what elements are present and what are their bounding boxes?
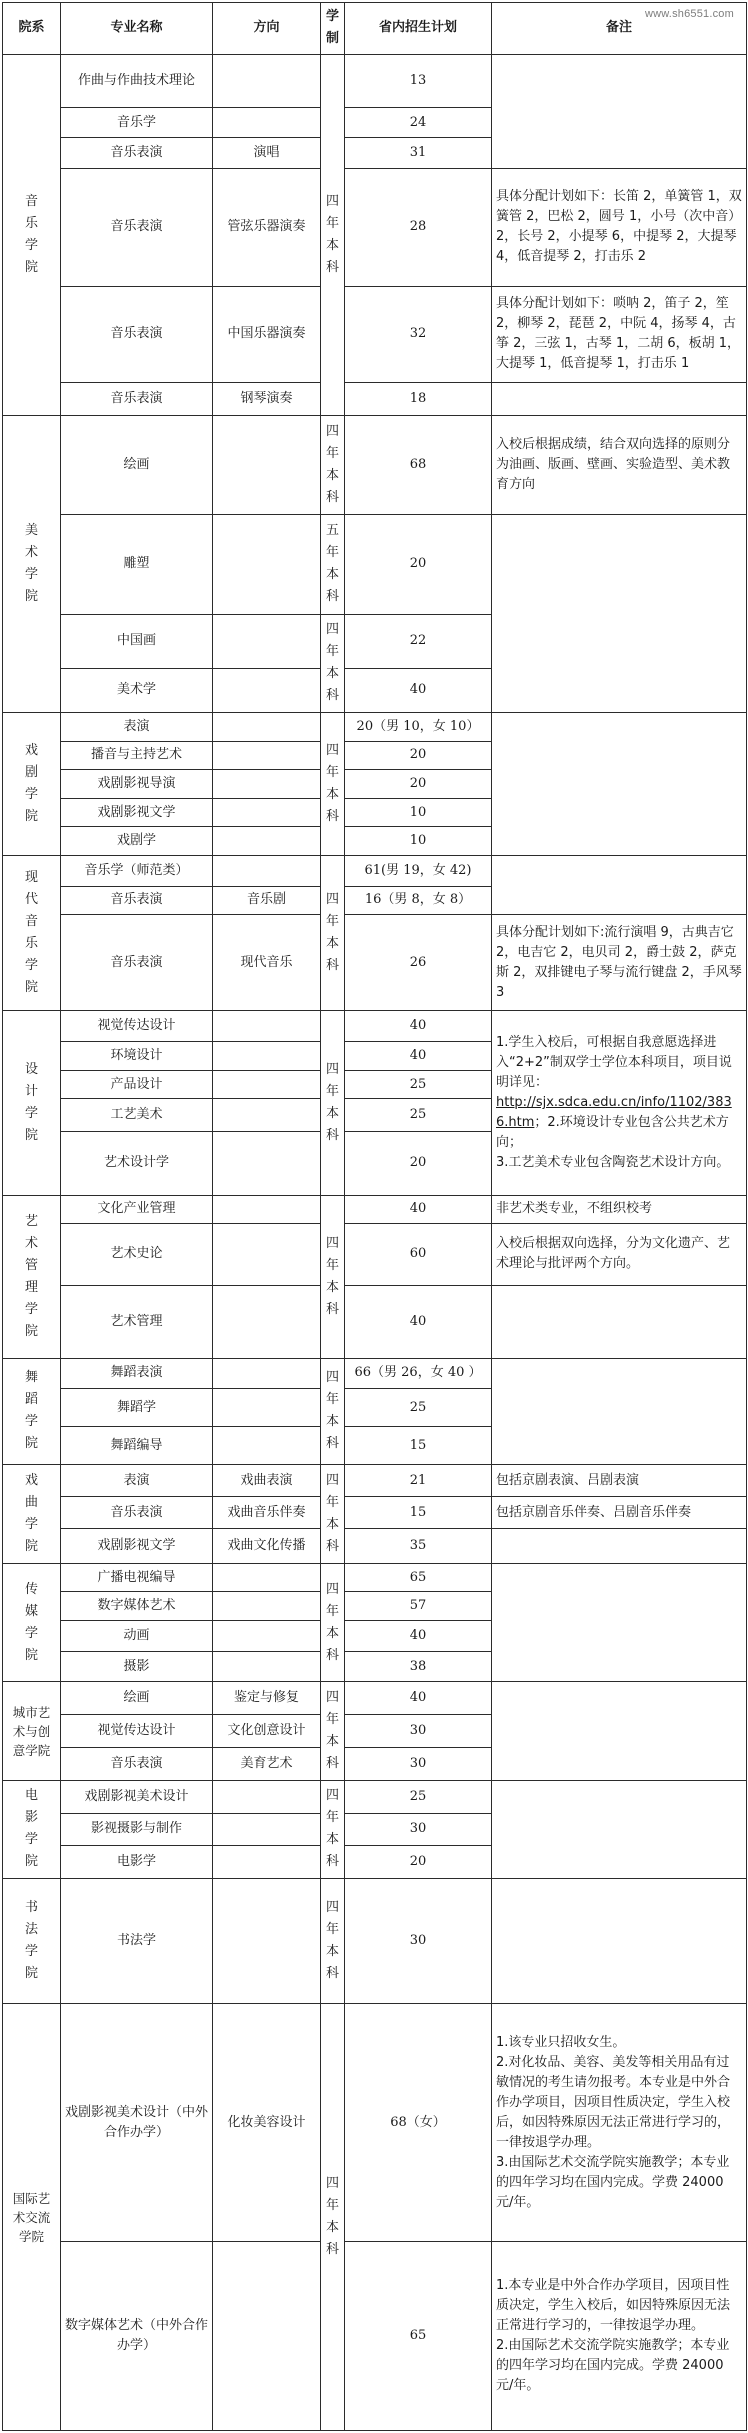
plan-cell: 65: [345, 1563, 492, 1592]
plan-cell: 15: [345, 1427, 492, 1465]
duration-cell: 四年本科: [321, 1465, 345, 1563]
major-cell: 音乐表演: [61, 382, 213, 415]
direction-cell: [213, 668, 321, 712]
plan-cell: 68（女）: [345, 2004, 492, 2242]
direction-cell: [213, 770, 321, 799]
major-cell: 摄影: [61, 1651, 213, 1682]
direction-cell: [213, 1389, 321, 1427]
direction-cell: [213, 713, 321, 742]
major-cell: 音乐学: [61, 107, 213, 138]
college-cell: 设计学院: [3, 1011, 61, 1195]
table-row: [3, 1224, 747, 1285]
college-cell: 戏曲学院: [3, 1465, 61, 1563]
direction-cell: 管弦乐器演奏: [213, 169, 321, 286]
duration-cell: 四年本科: [321, 1780, 345, 1878]
remarks-cell: [492, 54, 747, 168]
design-note-line2: ；2.环境设计专业包含公共艺术方向；: [496, 1115, 729, 1151]
major-cell: 作曲与作曲技术理论: [61, 54, 213, 107]
intl-note-1-p1: 1.该专业只招收女生。: [496, 2034, 626, 2050]
plan-cell: 20（男 10，女 10）: [345, 713, 492, 742]
major-cell: 数字媒体艺术（中外合作办学）: [61, 2242, 213, 2431]
remarks-cell: [492, 2242, 747, 2431]
table-row: [3, 1358, 747, 1389]
direction-cell: 演唱: [213, 138, 321, 169]
direction-cell: [213, 107, 321, 138]
direction-cell: 鉴定与修复: [213, 1682, 321, 1715]
college-cell: 戏剧学院: [3, 713, 61, 856]
plan-cell: 65: [345, 2242, 492, 2431]
plan-cell: 18: [345, 382, 492, 415]
design-note-line3: 3.工艺美术专业包含陶瓷艺术设计方向。: [496, 1155, 730, 1171]
major-cell: 戏剧学: [61, 827, 213, 856]
major-cell: 艺术设计学: [61, 1132, 213, 1196]
remarks-cell: 非艺术类专业，不组织校考: [492, 1195, 747, 1224]
table-row: [3, 1465, 747, 1497]
major-cell: 环境设计: [61, 1042, 213, 1071]
college-cell: 城市艺术与创意学院: [3, 1682, 61, 1780]
direction-cell: [213, 1651, 321, 1682]
table-row: [3, 169, 747, 286]
plan-cell: 10: [345, 827, 492, 856]
major-cell: 戏剧影视导演: [61, 770, 213, 799]
direction-cell: 美育艺术: [213, 1747, 321, 1780]
plan-cell: 38: [345, 1651, 492, 1682]
plan-cell: 40: [345, 668, 492, 712]
major-cell: 舞蹈编导: [61, 1427, 213, 1465]
college-cell: 艺术管理学院: [3, 1195, 61, 1358]
major-cell: 戏剧影视美术设计: [61, 1780, 213, 1813]
duration-cell: 四年本科: [321, 54, 345, 415]
duration-cell: 四年本科: [321, 1682, 345, 1780]
table-row: [3, 1780, 747, 1813]
direction-cell: 中国乐器演奏: [213, 286, 321, 382]
major-cell: 音乐表演: [61, 138, 213, 169]
intl-note-2-p1: 1.本专业是中外合作办学项目，因项目性质决定，学生入校后，如因特殊原因无法正常进行学习的，一律按退学办理。: [496, 2278, 731, 2334]
remarks-cell: [492, 855, 747, 914]
major-cell: 文化产业管理: [61, 1195, 213, 1224]
table-row: [3, 515, 747, 614]
direction-cell: 戏曲音乐伴奏: [213, 1497, 321, 1529]
direction-cell: [213, 1563, 321, 1592]
major-cell: 绘画: [61, 1682, 213, 1715]
plan-cell: 28: [345, 169, 492, 286]
plan-cell: 25: [345, 1780, 492, 1813]
direction-cell: [213, 1846, 321, 1879]
duration-cell: 四年本科: [321, 2004, 345, 2431]
intl-note-2-p2: 2.由国际艺术交流学院实施教学；本专业的四年学习均在国内完成。学费 24000 元/年。: [496, 2338, 730, 2394]
intl-note-1-p3: 3.由国际艺术交流学院实施教学；本专业的四年学习均在国内完成。学费 24000 元/年。: [496, 2154, 730, 2210]
header-plan: 省内招生计划: [345, 3, 492, 55]
plan-cell: 20: [345, 1846, 492, 1879]
remarks-cell: 具体分配计划如下：长笛 2，单簧管 1，双簧管 2，巴松 2，圆号 1，小号（次中音）2，长号 2，小提琴 6，中提琴 2，大提琴 4，低音提琴 2，打击乐 2: [492, 169, 747, 286]
major-cell: 音乐学（师范类）: [61, 855, 213, 886]
remarks-cell: [492, 713, 747, 856]
intl-note-1-p2: 2.对化妆品、美容、美发等相关用品有过敏情况的考生请勿报考。本专业是中外合作办学项目，因项目性质决定，学生入校后，如因特殊原因无法正常进行学习的，一律按退学办理。: [496, 2054, 731, 2150]
direction-cell: [213, 614, 321, 668]
direction-cell: [213, 827, 321, 856]
table-row: [3, 2004, 747, 2242]
table-row: [3, 415, 747, 514]
plan-cell: 22: [345, 614, 492, 668]
college-cell: 现代音乐学院: [3, 855, 61, 1011]
plan-cell: 20: [345, 770, 492, 799]
direction-cell: [213, 1813, 321, 1846]
major-cell: 视觉传达设计: [61, 1011, 213, 1042]
table-row: [3, 1497, 747, 1529]
header-duration: 学制: [321, 3, 345, 55]
duration-cell: 四年本科: [321, 1195, 345, 1358]
college-cell: 音乐学院: [3, 54, 61, 415]
plan-cell: 40: [345, 1195, 492, 1224]
remarks-cell: [492, 2004, 747, 2242]
direction-cell: [213, 855, 321, 886]
remarks-cell: 具体分配计划如下：唢呐 2，笛子 2，笙 2，柳琴 2，琵琶 2，中阮 4，扬琴 4，古筝 2，三弦 1，古琴 1，二胡 6，板胡 1，大提琴 1，低音提琴 1，打击乐 1: [492, 286, 747, 382]
direction-cell: [213, 1224, 321, 1285]
plan-cell: 40: [345, 1682, 492, 1715]
plan-cell: 31: [345, 138, 492, 169]
direction-cell: 文化创意设计: [213, 1715, 321, 1748]
table-header-row: [3, 3, 747, 55]
major-cell: 艺术史论: [61, 1224, 213, 1285]
remarks-cell: [492, 382, 747, 415]
table-row: [3, 286, 747, 382]
major-cell: 表演: [61, 1465, 213, 1497]
major-cell: 音乐表演: [61, 1497, 213, 1529]
remarks-cell: [492, 1780, 747, 1878]
direction-cell: [213, 1620, 321, 1651]
plan-cell: 40: [345, 1620, 492, 1651]
major-cell: 音乐表演: [61, 286, 213, 382]
plan-cell: 25: [345, 1099, 492, 1132]
duration-cell: 四年本科: [321, 1563, 345, 1682]
remarks-cell: [492, 515, 747, 713]
plan-cell: 30: [345, 1747, 492, 1780]
plan-cell: 13: [345, 54, 492, 107]
duration-cell: 四年本科: [321, 1879, 345, 2004]
direction-cell: [213, 1070, 321, 1099]
direction-cell: 钢琴演奏: [213, 382, 321, 415]
direction-cell: [213, 415, 321, 514]
plan-cell: 60: [345, 1224, 492, 1285]
major-cell: 音乐表演: [61, 169, 213, 286]
header-remarks: 备注: [492, 3, 747, 55]
direction-cell: [213, 741, 321, 770]
major-cell: 表演: [61, 713, 213, 742]
header-college: 院系: [3, 3, 61, 55]
direction-cell: [213, 1780, 321, 1813]
remarks-cell: 入校后根据双向选择，分为文化遗产、艺术理论与批评两个方向。: [492, 1224, 747, 1285]
major-cell: 中国画: [61, 614, 213, 668]
direction-cell: [213, 1427, 321, 1465]
direction-cell: [213, 54, 321, 107]
direction-cell: [213, 1195, 321, 1224]
major-cell: 广播电视编导: [61, 1563, 213, 1592]
direction-cell: 戏曲表演: [213, 1465, 321, 1497]
plan-cell: 66（男 26，女 40 ）: [345, 1358, 492, 1389]
plan-cell: 40: [345, 1285, 492, 1358]
major-cell: 舞蹈表演: [61, 1358, 213, 1389]
direction-cell: 音乐剧: [213, 886, 321, 915]
direction-cell: [213, 1358, 321, 1389]
direction-cell: [213, 515, 321, 614]
table-row: [3, 2242, 747, 2431]
duration-cell: 四年本科: [321, 614, 345, 712]
plan-cell: 68: [345, 415, 492, 514]
direction-cell: 戏曲文化传播: [213, 1529, 321, 1563]
plan-cell: 30: [345, 1715, 492, 1748]
table-row: [3, 1529, 747, 1563]
watermark: www.sh6551.com: [644, 8, 734, 20]
direction-cell: [213, 2242, 321, 2431]
plan-cell: 20: [345, 515, 492, 614]
major-cell: 动画: [61, 1620, 213, 1651]
major-cell: 播音与主持艺术: [61, 741, 213, 770]
major-cell: 雕塑: [61, 515, 213, 614]
major-cell: 戏剧影视文学: [61, 1529, 213, 1563]
college-cell: 书法学院: [3, 1879, 61, 2004]
major-cell: 工艺美术: [61, 1099, 213, 1132]
plan-cell: 21: [345, 1465, 492, 1497]
direction-cell: [213, 1099, 321, 1132]
table-row: [3, 1879, 747, 2004]
duration-cell: 四年本科: [321, 415, 345, 514]
major-cell: 音乐表演: [61, 915, 213, 1011]
plan-cell: 15: [345, 1497, 492, 1529]
plan-cell: 30: [345, 1879, 492, 2004]
table-row: [3, 1285, 747, 1358]
remarks-cell: [492, 1285, 747, 1358]
major-cell: 视觉传达设计: [61, 1715, 213, 1748]
major-cell: 舞蹈学: [61, 1389, 213, 1427]
table-row: [3, 1682, 747, 1715]
remarks-cell: [492, 1682, 747, 1780]
plan-cell: 40: [345, 1011, 492, 1042]
major-cell: 数字媒体艺术: [61, 1592, 213, 1621]
direction-cell: [213, 1042, 321, 1071]
major-cell: 美术学: [61, 668, 213, 712]
plan-cell: 25: [345, 1389, 492, 1427]
major-cell: 戏剧影视文学: [61, 798, 213, 827]
major-cell: 影视摄影与制作: [61, 1813, 213, 1846]
duration-cell: 五年本科: [321, 515, 345, 614]
plan-cell: 10: [345, 798, 492, 827]
remarks-cell: [492, 1879, 747, 2004]
plan-cell: 30: [345, 1813, 492, 1846]
duration-cell: 四年本科: [321, 855, 345, 1011]
table-row: [3, 855, 747, 886]
plan-cell: 20: [345, 1132, 492, 1196]
major-cell: 产品设计: [61, 1070, 213, 1099]
remarks-cell: 具体分配计划如下:流行演唱 9，古典吉它 2，电吉它 2，电贝司 2，爵士鼓 2，萨克斯 2，双排键电子琴与流行键盘 2，手风琴 3: [492, 915, 747, 1011]
direction-cell: 化妆美容设计: [213, 2004, 321, 2242]
header-major: 专业名称: [61, 3, 213, 55]
plan-cell: 40: [345, 1042, 492, 1071]
plan-cell: 26: [345, 915, 492, 1011]
major-cell: 书法学: [61, 1879, 213, 2004]
major-cell: 戏剧影视美术设计（中外合作办学）: [61, 2004, 213, 2242]
table-row: [3, 915, 747, 1011]
major-cell: 音乐表演: [61, 1747, 213, 1780]
header-direction: 方向: [213, 3, 321, 55]
plan-cell: 20: [345, 741, 492, 770]
college-cell: 电影学院: [3, 1780, 61, 1878]
plan-cell: 57: [345, 1592, 492, 1621]
remarks-cell: 入校后根据成绩，结合双向选择的原则分为油画、版画、壁画、实验造型、美术教育方向: [492, 415, 747, 514]
design-note-line1: 1.学生入校后，可根据自我意愿选择进入“2+2”制双学士学位本科项目，项目说明详见：: [496, 1035, 732, 1091]
direction-cell: [213, 798, 321, 827]
direction-cell: [213, 1879, 321, 2004]
plan-cell: 16（男 8，女 8）: [345, 886, 492, 915]
table-row: [3, 382, 747, 415]
remarks-cell: [492, 1011, 747, 1195]
table-row: [3, 1563, 747, 1592]
direction-cell: [213, 1011, 321, 1042]
college-cell: 传媒学院: [3, 1563, 61, 1682]
plan-cell: 24: [345, 107, 492, 138]
table-row: [3, 1011, 747, 1042]
remarks-cell: [492, 1563, 747, 1682]
direction-cell: [213, 1285, 321, 1358]
college-cell: 国际艺术交流学院: [3, 2004, 61, 2431]
table-row: [3, 713, 747, 742]
major-cell: 艺术管理: [61, 1285, 213, 1358]
plan-cell: 35: [345, 1529, 492, 1563]
table-row: [3, 54, 747, 107]
college-cell: 美术学院: [3, 415, 61, 712]
duration-cell: 四年本科: [321, 713, 345, 856]
plan-cell: 25: [345, 1070, 492, 1099]
plan-cell: 61(男 19，女 42): [345, 855, 492, 886]
remarks-cell: 包括京剧表演、吕剧表演: [492, 1465, 747, 1497]
remarks-cell: [492, 1529, 747, 1563]
college-cell: 舞蹈学院: [3, 1358, 61, 1465]
direction-cell: [213, 1132, 321, 1196]
direction-cell: [213, 1592, 321, 1621]
major-cell: 电影学: [61, 1846, 213, 1879]
table-row: [3, 1195, 747, 1224]
major-cell: 绘画: [61, 415, 213, 514]
design-note-url[interactable]: http://sjx.sdca.edu.cn/info/1102/3836.htm: [496, 1095, 732, 1131]
plan-cell: 32: [345, 286, 492, 382]
major-cell: 音乐表演: [61, 886, 213, 915]
direction-cell: 现代音乐: [213, 915, 321, 1011]
duration-cell: 四年本科: [321, 1358, 345, 1465]
admissions-plan-table: [2, 2, 747, 2431]
duration-cell: 四年本科: [321, 1011, 345, 1195]
remarks-cell: [492, 1358, 747, 1465]
remarks-cell: 包括京剧音乐伴奏、吕剧音乐伴奏: [492, 1497, 747, 1529]
